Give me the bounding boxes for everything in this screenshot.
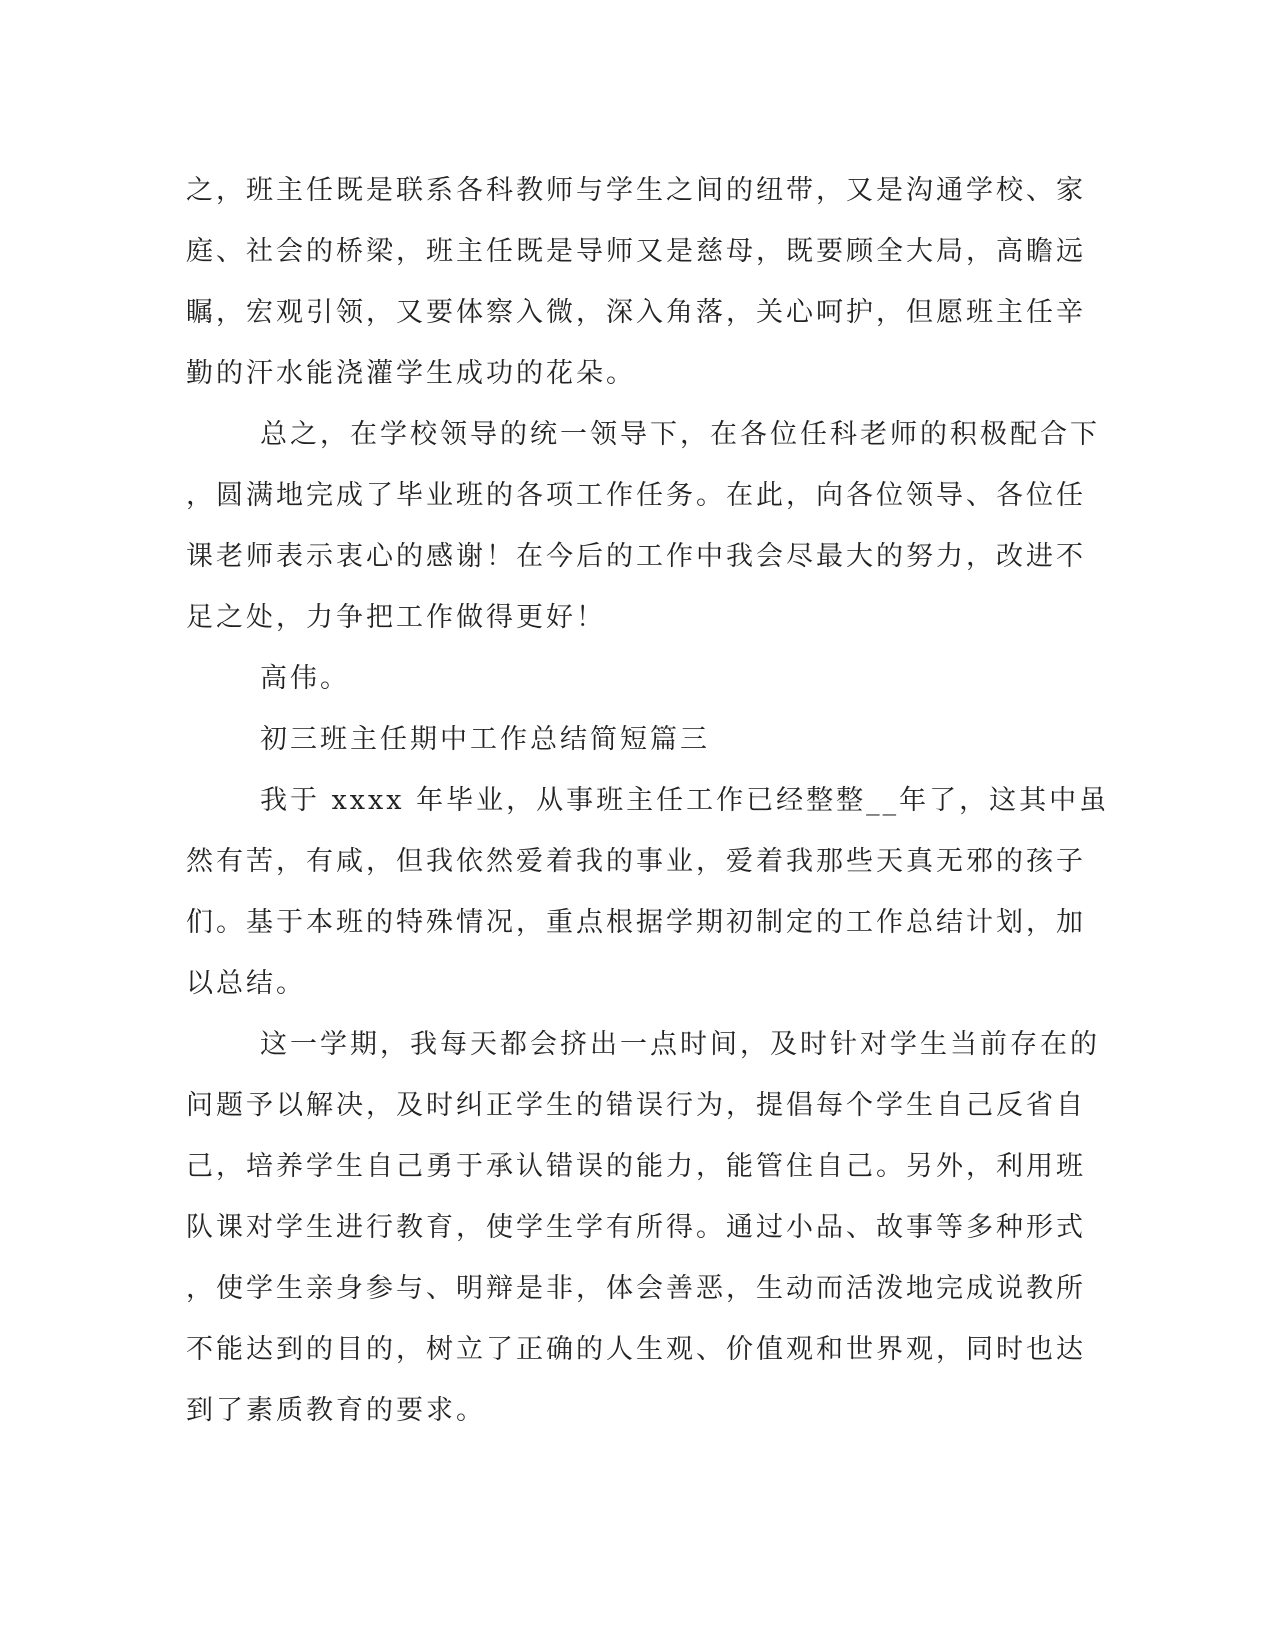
signature-line: 高伟。 — [260, 663, 350, 694]
text-line: ，圆满地完成了毕业班的各项工作任务。在此，向各位领导、各位任 — [186, 480, 1086, 511]
text-line: 不能达到的目的，树立了正确的人生观、价值观和世界观，同时也达 — [186, 1334, 1086, 1365]
document-body — [186, 160, 1110, 1441]
text-line: 这一学期，我每天都会挤出一点时间，及时针对学生当前存在的 — [260, 1029, 1100, 1060]
text-line: 足之处，力争把工作做得更好！ — [186, 602, 606, 633]
text-line: 勤的汗水能浇灌学生成功的花朵。 — [186, 358, 636, 389]
paragraph-p1 — [186, 160, 1086, 404]
text-line: 庭、社会的桥梁，班主任既是导师又是慈母，既要顾全大局，高瞻远 — [186, 236, 1086, 267]
paragraph-p5 — [186, 770, 1110, 1014]
text-line: ，使学生亲身参与、明辩是非，体会善恶，生动而活泼地完成说教所 — [186, 1273, 1086, 1304]
text-line: 们。基于本班的特殊情况，重点根据学期初制定的工作总结计划，加 — [186, 907, 1086, 938]
section-heading: 初三班主任期中工作总结简短篇三 — [260, 724, 710, 755]
text-line: 然有苦，有咸，但我依然爱着我的事业，爱着我那些天真无邪的孩子 — [186, 846, 1086, 877]
paragraph-p4 — [186, 709, 1076, 770]
text-line: 我于 xxxx 年毕业，从事班主任工作已经整整__年了，这其中虽 — [260, 785, 1110, 816]
text-line: 瞩，宏观引领，又要体察入微，深入角落，关心呵护，但愿班主任辛 — [186, 297, 1086, 328]
paragraph-p6 — [186, 1014, 1100, 1441]
text-line: 己，培养学生自己勇于承认错误的能力，能管住自己。另外，利用班 — [186, 1151, 1086, 1182]
text-line: 课老师表示衷心的感谢！在今后的工作中我会尽最大的努力，改进不 — [186, 541, 1086, 572]
text-line: 问题予以解决，及时纠正学生的错误行为，提倡每个学生自己反省自 — [186, 1090, 1086, 1121]
text-line: 队课对学生进行教育，使学生学有所得。通过小品、故事等多种形式 — [186, 1212, 1086, 1243]
text-line: 之，班主任既是联系各科教师与学生之间的纽带，又是沟通学校、家 — [186, 175, 1086, 206]
text-line: 以总结。 — [186, 968, 306, 999]
paragraph-p2 — [186, 404, 1100, 648]
text-line: 总之，在学校领导的统一领导下，在各位任科老师的积极配合下 — [260, 419, 1100, 450]
text-line: 到了素质教育的要求。 — [186, 1395, 486, 1426]
paragraph-p3 — [186, 648, 1076, 709]
